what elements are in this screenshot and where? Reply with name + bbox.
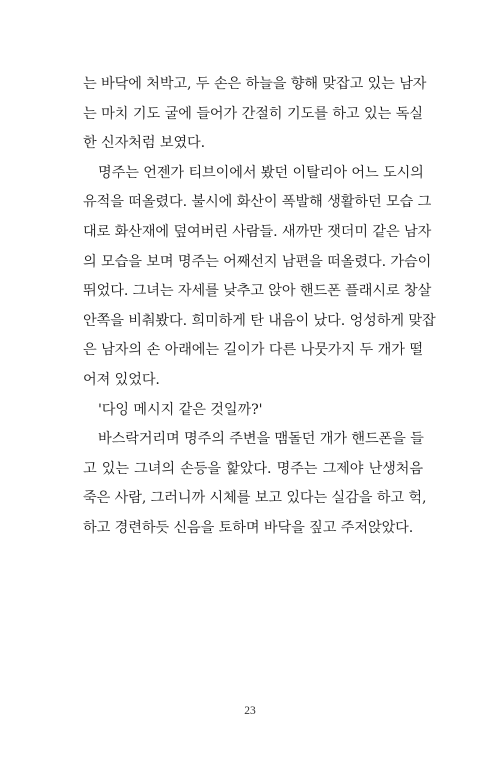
text-line: 는 마치 기도 굴에 들어가 간절히 기도를 하고 있는 독실 (83, 105, 423, 122)
page-number: 23 (244, 705, 256, 717)
text-line: 은 남자의 손 아래에는 길이가 다른 나뭇가지 두 개가 떨 (83, 342, 423, 359)
text-line: 안쪽을 비춰봤다. 희미하게 탄 내음이 났다. 엉성하게 맞잡 (83, 312, 436, 329)
text-line: 의 모습을 보며 명주는 어째선지 남편을 떠올렸다. 가슴이 (83, 253, 432, 270)
text-line: 명주는 언젠가 티브이에서 봤던 이탈리아 어느 도시의 (98, 164, 424, 181)
text-line: 어져 있었다. (83, 371, 160, 388)
text-line: 는 바닥에 처박고, 두 손은 하늘을 향해 맞잡고 있는 남자 (83, 76, 427, 92)
text-line: 바스락거리며 명주의 주변을 맴돌던 개가 핸드폰을 들 (98, 431, 424, 448)
text-line: '다잉 메시지 같은 것일까?' (98, 401, 263, 418)
text-line: 고 있는 그녀의 손등을 핥았다. 명주는 그제야 난생처음 (83, 460, 423, 477)
text-line: 하고 경련하듯 신음을 토하며 바닥을 짚고 주저앉았다. (83, 519, 414, 536)
text-line: 유적을 떠올렸다. 불시에 화산이 폭발해 생활하던 모습 그 (83, 194, 432, 211)
text-line: 뛰었다. 그녀는 자세를 낮추고 앉아 핸드폰 플래시로 창살 (83, 283, 432, 300)
text-line: 대로 화산재에 덮여버린 사람들. 새까만 잿더미 같은 남자 (83, 223, 432, 240)
body-text (83, 70, 436, 544)
text-line: 죽은 사람, 그러니까 시체를 보고 있다는 실감을 하고 헉, (83, 490, 427, 507)
text-line: 한 신자처럼 보였다. (83, 135, 206, 152)
